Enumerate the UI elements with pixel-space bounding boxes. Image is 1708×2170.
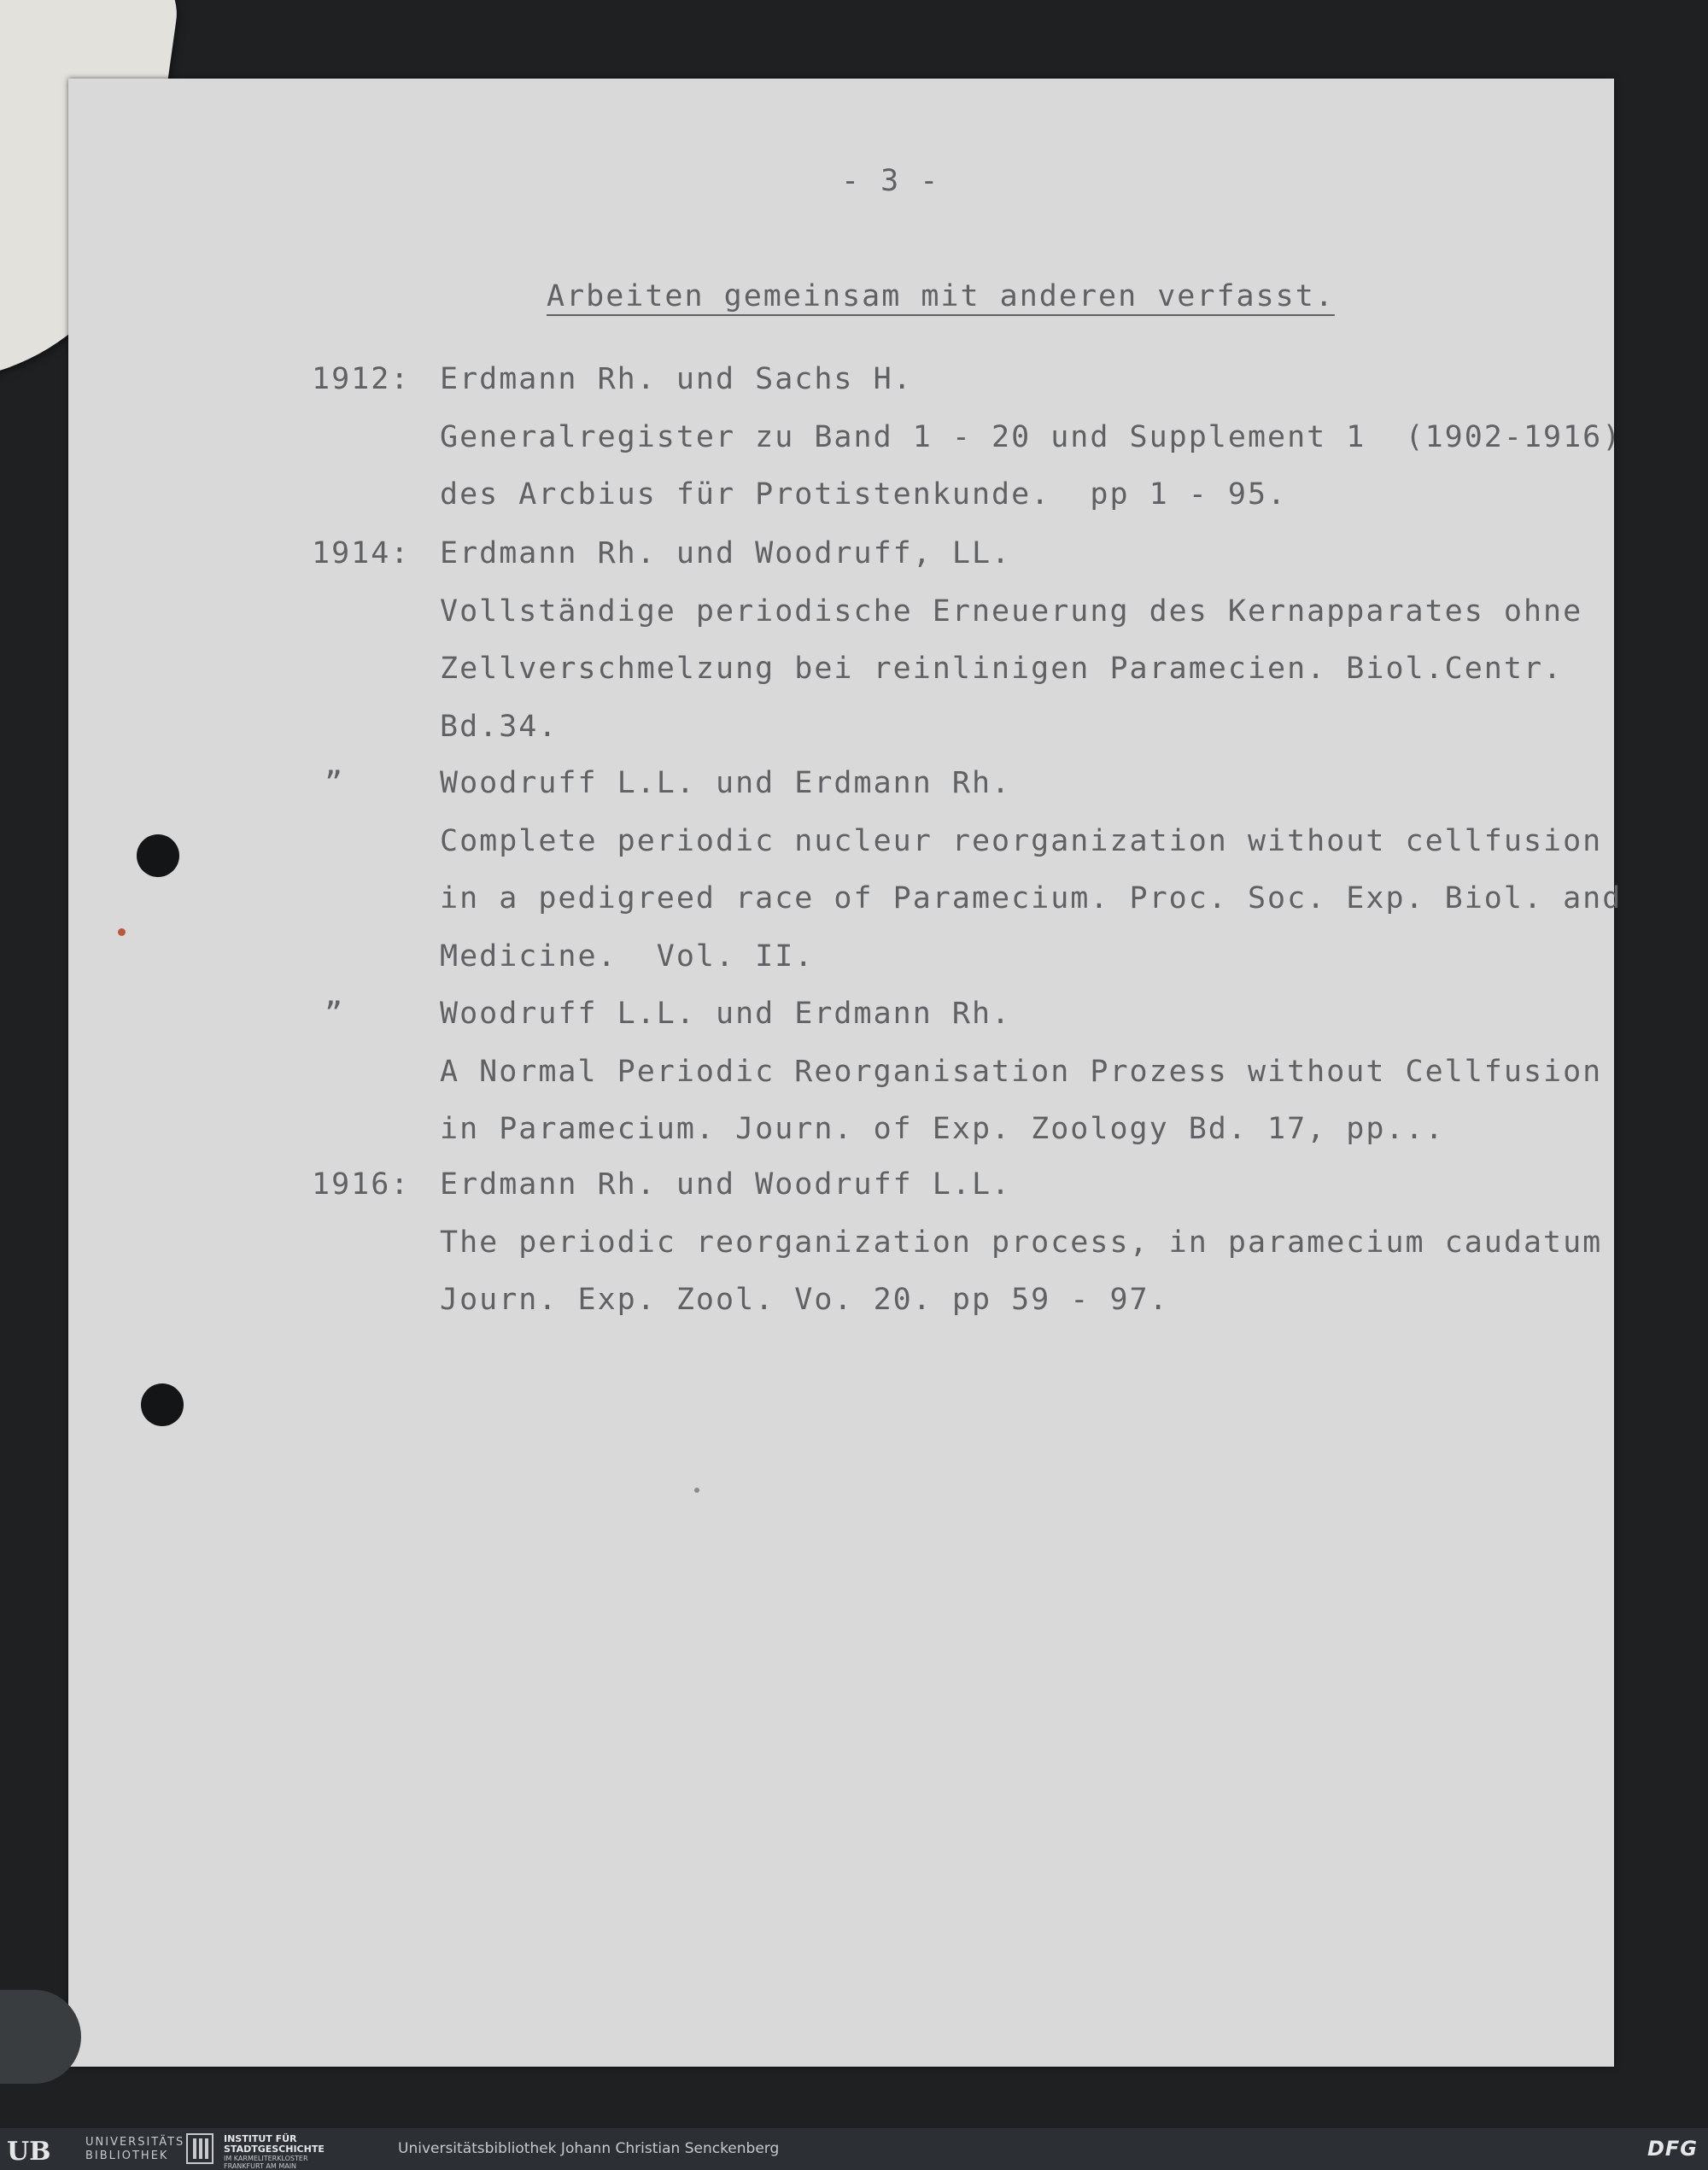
isg-logo-line1: INSTITUT FÜR — [224, 2133, 297, 2144]
entry-year: ” — [325, 766, 345, 800]
ub-logo-mark: UB — [7, 2137, 51, 2167]
punch-hole — [141, 1383, 184, 1426]
entry-citation-line: The periodic reorganization process, in paramecium caudatum — [440, 1225, 1603, 1260]
document-page — [68, 79, 1623, 2067]
library-name[interactable]: Universitätsbibliothek Johann Christian Senckenberg — [398, 2140, 780, 2157]
entry-citation-line: A Normal Periodic Reorganisation Prozess without Cellfusion — [440, 1055, 1603, 1089]
rust-spot — [118, 928, 126, 936]
entry-authors: Erdmann Rh. und Woodruff, LL. — [440, 536, 1012, 570]
entry-authors: Erdmann Rh. und Sachs H. — [440, 362, 913, 396]
dfg-logo[interactable]: DFG — [1647, 2137, 1698, 2161]
isg-logo-line4: FRANKFURT AM MAIN — [224, 2162, 297, 2170]
entry-citation-line: Journ. Exp. Zool. Vo. 20. pp 59 - 97. — [440, 1283, 1169, 1317]
isg-logo-line3: IM KARMELITERKLOSTER — [224, 2155, 308, 2162]
entry-authors: Woodruff L.L. und Erdmann Rh. — [440, 766, 1012, 800]
ub-logo[interactable] — [7, 2133, 185, 2167]
entry-citation-line: Medicine. Vol. II. — [440, 939, 815, 974]
ub-logo-line2: BIBLIOTHEK — [85, 2150, 169, 2162]
entry-authors: Woodruff L.L. und Erdmann Rh. — [440, 997, 1012, 1031]
entry-citation-line: Vollständige periodische Erneuerung des Kernapparates ohne — [440, 594, 1583, 629]
entry-citation-line: Complete periodic nucleur reorganization without cellfusion — [440, 824, 1603, 858]
entry-year: ” — [325, 997, 345, 1031]
page-number: - 3 - — [841, 164, 940, 198]
punch-hole — [137, 834, 179, 877]
paper-speck — [694, 1488, 699, 1493]
entry-year: 1916: — [312, 1167, 411, 1202]
entry-citation-line: in a pedigreed race of Paramecium. Proc. Soc. Exp. Biol. and — [440, 881, 1623, 915]
entry-year: 1912: — [312, 362, 411, 396]
isg-logo-line2: STADTGESCHICHTE — [224, 2144, 325, 2155]
building-icon — [186, 2133, 214, 2164]
entry-citation-line: Zellverschmelzung bei reinlinigen Paramecien. Biol.Centr. — [440, 652, 1564, 686]
ub-logo-line1: UNIVERSITÄTS — [85, 2136, 185, 2149]
entry-citation-line: in Paramecium. Journ. of Exp. Zoology Bd. 17, pp... — [440, 1112, 1445, 1146]
entry-authors: Erdmann Rh. und Woodruff L.L. — [440, 1167, 1012, 1202]
isg-logo[interactable] — [186, 2133, 383, 2170]
entry-citation-line: Bd.34. — [440, 710, 559, 744]
entry-citation-line: Generalregister zu Band 1 - 20 und Supplement 1 (1902-1916) — [440, 420, 1623, 454]
section-heading: Arbeiten gemeinsam mit anderen verfasst. — [547, 279, 1335, 313]
footer-bar — [0, 2128, 1708, 2170]
entry-year: 1914: — [312, 536, 411, 570]
entry-citation-line: des Arcbius für Protistenkunde. pp 1 - 95. — [440, 477, 1288, 512]
